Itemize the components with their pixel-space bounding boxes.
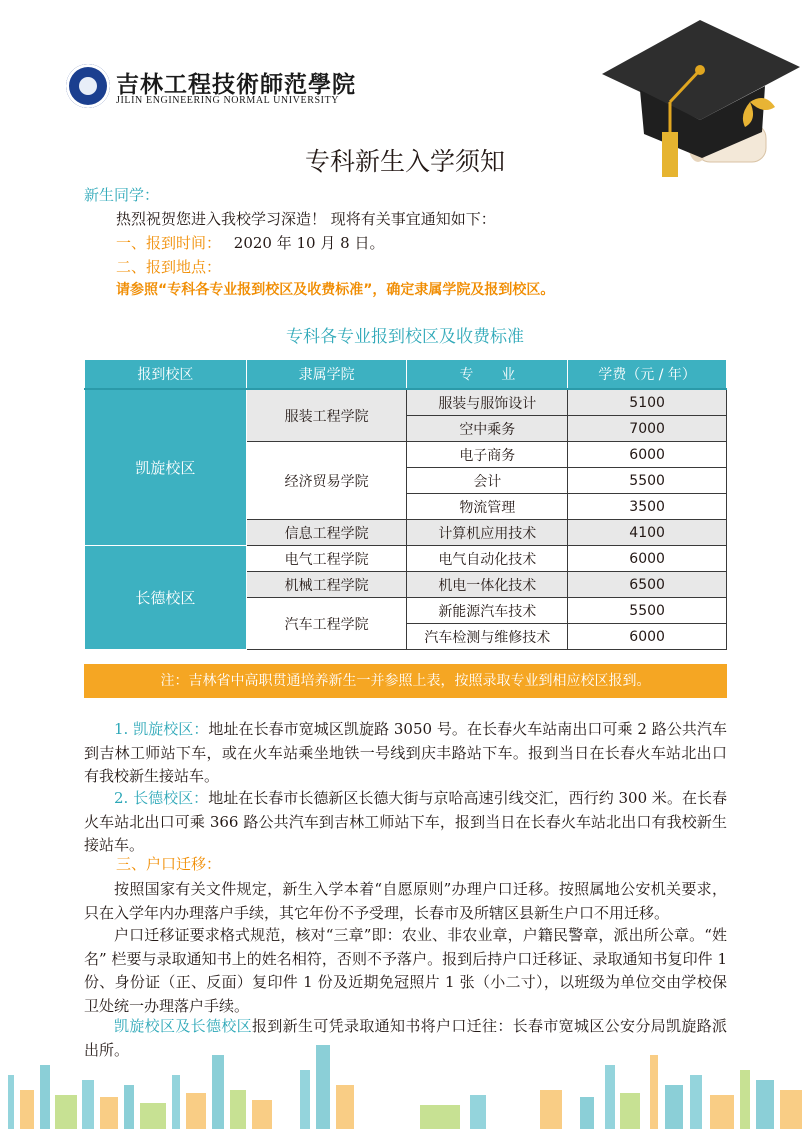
campus-1-paragraph [84, 718, 727, 789]
fee-cell: 4100 [568, 520, 727, 546]
greeting: 新生同学： [84, 186, 160, 204]
fee-cell: 5100 [568, 389, 727, 416]
college-cell: 信息工程学院 [246, 520, 407, 546]
major-cell: 计算机应用技术 [407, 520, 568, 546]
college-cell: 机械工程学院 [246, 572, 407, 598]
table-row [85, 389, 727, 416]
major-cell: 电气自动化技术 [407, 546, 568, 572]
fee-cell: 6000 [568, 624, 727, 650]
school-logo-icon [66, 64, 110, 108]
major-cell: 电子商务 [407, 442, 568, 468]
fee-cell: 6500 [568, 572, 727, 598]
fee-cell: 6000 [568, 442, 727, 468]
note-banner: 注：吉林省中高职贯通培养新生一并参照上表，按照录取专业到相应校区报到。 [84, 664, 727, 698]
major-cell: 新能源汽车技术 [407, 598, 568, 624]
campus-2-paragraph [84, 787, 727, 858]
section-1-value: 2020 年 10 月 8 日。 [233, 234, 385, 252]
campus-cell: 长德校区 [85, 546, 247, 650]
campus-1-label: 1. 凯旋校区： [114, 720, 209, 738]
fee-cell: 5500 [568, 468, 727, 494]
college-cell: 经济贸易学院 [246, 442, 407, 520]
hukou-campuses-label: 凯旋校区及长德校区 [114, 1017, 252, 1035]
major-cell: 会计 [407, 468, 568, 494]
fee-table [84, 359, 727, 650]
header-campus: 报到校区 [85, 360, 247, 390]
section-1-line [116, 232, 384, 254]
header-college: 隶属学院 [246, 360, 407, 390]
header-fee: 学费（元 / 年） [568, 360, 727, 390]
major-cell: 服装与服饰设计 [407, 389, 568, 416]
section-2-label: 二、报到地点： [116, 258, 222, 276]
hukou-destination-text: 报到新生可凭录取通知书将户口迁往：长春市宽城区公安分局凯旋路派出所。 [84, 1017, 727, 1059]
hukou-paragraph-1: 按照国家有关文件规定，新生入学本着“自愿原则”办理户口迁移。按照属地公安机关要求，只在入学年内办理落户手续，其它年份不予受理，长春市及所辖区县新生户口不用迁移。 [84, 880, 727, 922]
city-skyline-icon [0, 1035, 810, 1129]
campus-2-label: 2. 长德校区： [114, 789, 209, 807]
college-cell: 电气工程学院 [246, 546, 407, 572]
intro-text: 热烈祝贺您进入我校学习深造！ 现将有关事宜通知如下： [116, 210, 496, 228]
campus-1-text: 地址在长春市宽城区凯旋路 3050 号。在长春火车站南出口可乘 2 路公共汽车到吉林工师站下车，或在火车站乘坐地铁一号线到庆丰路站下车。报到当日在长春火车站北出口有我校新生接站车。 [84, 720, 727, 785]
college-cell: 服装工程学院 [246, 389, 407, 442]
fee-cell: 5500 [568, 598, 727, 624]
major-cell: 空中乘务 [407, 416, 568, 442]
fee-cell: 7000 [568, 416, 727, 442]
campus-2-text: 地址在长春市长德新区长德大街与京哈高速引线交汇，西行约 300 米。在长春火车站北出口可乘 366 路公共汽车到吉林工师站下车，报到当日在长春火车站北出口有我校新生接站车。 [84, 789, 727, 854]
school-name-en: JILIN ENGINEERING NORMAL UNIVERSITY [116, 95, 340, 106]
campus-cell: 凯旋校区 [85, 389, 247, 546]
hukou-paragraph-2: 户口迁移证要求格式规范，核对“三章”即：农业、非农业章，户籍民警章，派出所公章。“姓名” 栏要与录取通知书上的姓名相符，否则不予落户。报到后持户口迁移证、录取通知书复印件 1 份、身份证（正、反面）复印件 1 份及近期免冠照片 1 张（小二寸），以班级为单位交由学校保卫处统一办理落户手续。 [84, 926, 727, 1015]
fee-cell: 6000 [568, 546, 727, 572]
table-header-row [85, 360, 727, 390]
major-cell: 机电一体化技术 [407, 572, 568, 598]
college-cell: 汽车工程学院 [246, 598, 407, 650]
section-3-label: 三、户口迁移： [116, 855, 222, 873]
header-major: 专 业 [407, 360, 568, 390]
section-1-label: 一、报到时间： [116, 234, 222, 252]
major-cell: 汽车检测与维修技术 [407, 624, 568, 650]
page-title: 专科新生入学须知 [304, 147, 505, 176]
table-row [85, 546, 727, 572]
section-2-note: 请参照“专科各专业报到校区及收费标准”，确定隶属学院及报到校区。 [116, 282, 555, 298]
fee-cell: 3500 [568, 494, 727, 520]
school-name-cn: 吉林工程技術師范學院 [116, 71, 356, 98]
major-cell: 物流管理 [407, 494, 568, 520]
table-caption: 专科各专业报到校区及收费标准 [286, 327, 524, 347]
